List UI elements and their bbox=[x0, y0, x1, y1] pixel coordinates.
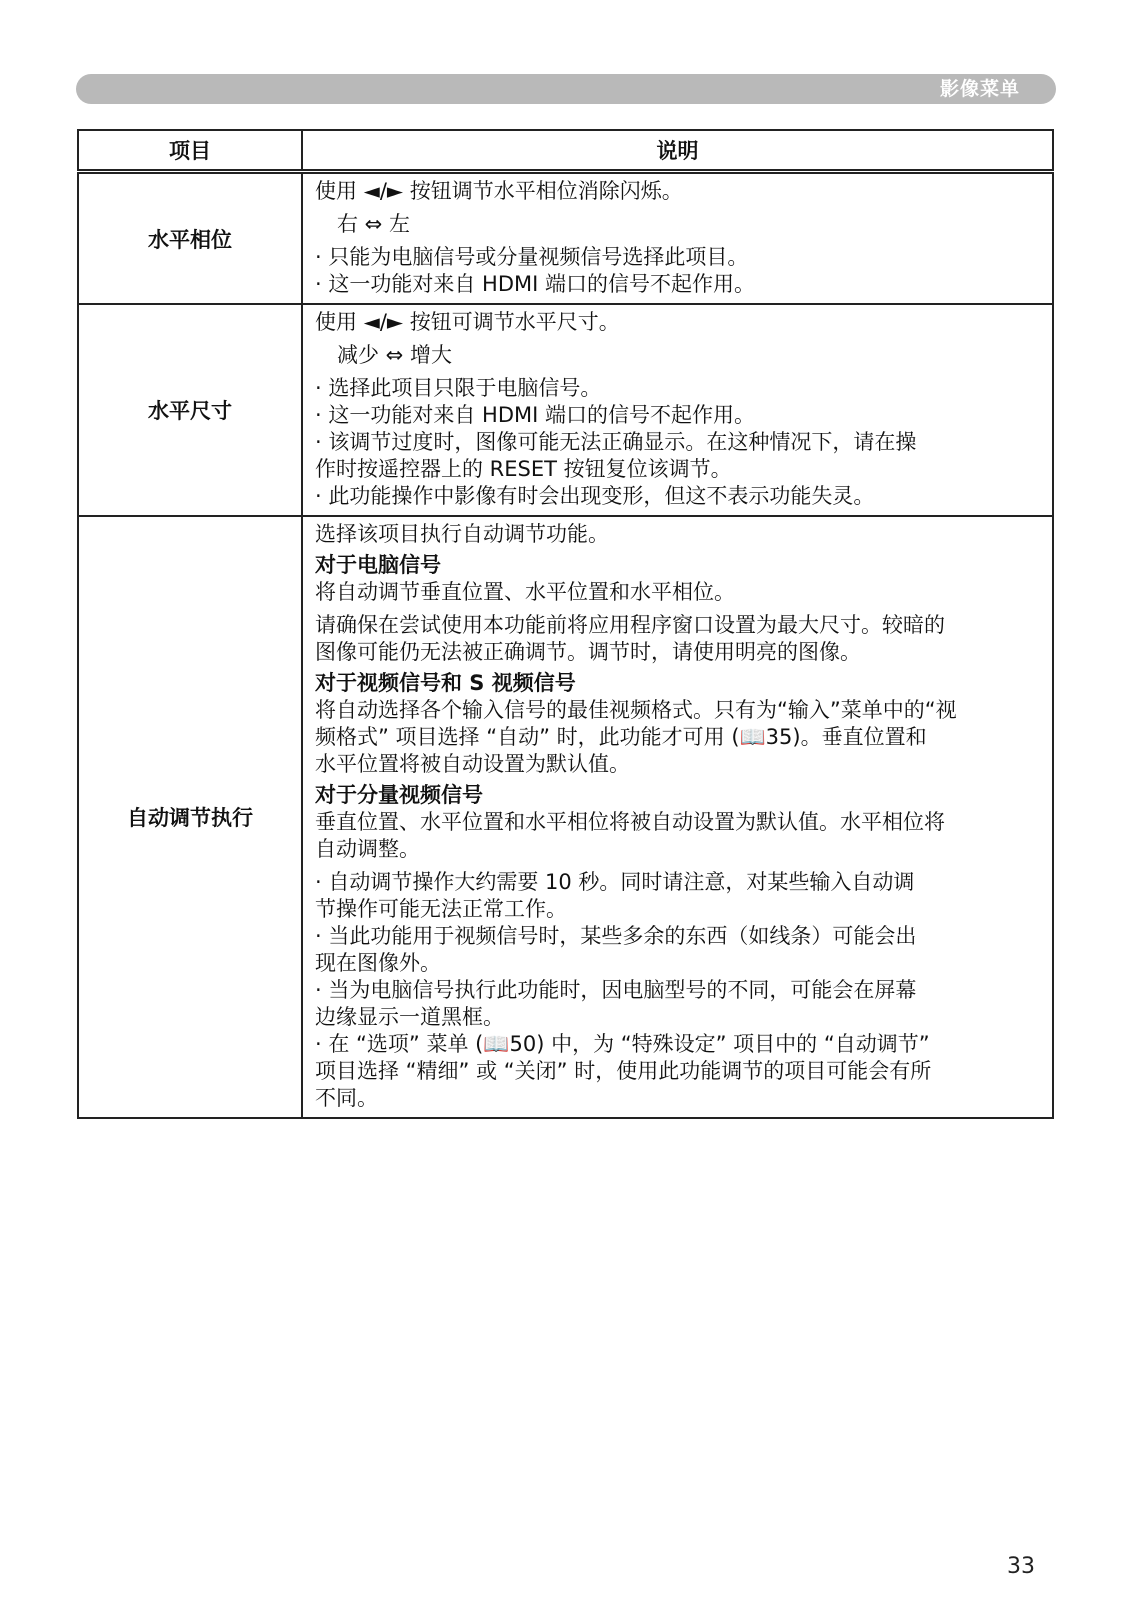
desc-line: 选择该项目执行自动调节功能。 bbox=[315, 522, 609, 546]
item-h-phase: 水平相位 bbox=[78, 172, 302, 305]
desc-line: 垂直位置、水平位置和水平相位将被自动设置为默认值。水平相位将 bbox=[315, 810, 945, 834]
note-line: · 此功能操作中影像有时会出现变形，但这不表示功能失灵。 bbox=[315, 484, 875, 508]
note-line: · 该调节过度时，图像可能无法正确显示。在这种情况下，请在操 bbox=[315, 430, 917, 454]
table-row-h-size bbox=[78, 304, 1053, 516]
desc-line: 频格式” 项目选择 “自动” 时，此功能才可用 (📖35)。垂直位置和 bbox=[315, 725, 927, 749]
desc-line: 水平位置将被自动设置为默认值。 bbox=[315, 752, 630, 776]
desc-line: 使用 ◄/► 按钮可调节水平尺寸。 bbox=[315, 310, 620, 334]
desc-line: 将自动调节垂直位置、水平位置和水平相位。 bbox=[315, 580, 735, 604]
column-header-description: 说明 bbox=[302, 130, 1053, 172]
desc-line: 使用 ◄/► 按钮调节水平相位消除闪烁。 bbox=[315, 179, 683, 203]
item-auto-adjust: 自动调节执行 bbox=[78, 516, 302, 1118]
note-line: 不同。 bbox=[315, 1086, 378, 1110]
column-header-item: 项目 bbox=[78, 130, 302, 172]
note-line: · 在 “选项” 菜单 (📖50) 中，为 “特殊设定” 项目中的 “自动调节” bbox=[315, 1032, 930, 1056]
page-number: 33 bbox=[1007, 1554, 1035, 1579]
note-line: · 当此功能用于视频信号时，某些多余的东西（如线条）可能会出 bbox=[315, 924, 917, 948]
note-line: 现在图像外。 bbox=[315, 951, 441, 975]
range-indicator: 右 ⇔ 左 bbox=[337, 212, 410, 236]
subheading-component-signal: 对于分量视频信号 bbox=[315, 783, 483, 807]
table-row-h-phase bbox=[78, 172, 1053, 305]
desc-line: 自动调整。 bbox=[315, 837, 420, 861]
desc-h-size bbox=[302, 304, 1053, 516]
desc-line: 图像可能仍无法被正确调节。调节时，请使用明亮的图像。 bbox=[315, 640, 861, 664]
desc-line: 将自动选择各个输入信号的最佳视频格式。只有为“输入”菜单中的“视 bbox=[315, 698, 957, 722]
desc-h-phase bbox=[302, 172, 1053, 305]
note-line: 边缘显示一道黑框。 bbox=[315, 1005, 504, 1029]
note-line: 项目选择 “精细” 或 “关闭” 时，使用此功能调节的项目可能会有所 bbox=[315, 1059, 932, 1083]
subheading-computer-signal: 对于电脑信号 bbox=[315, 553, 441, 577]
desc-line: 请确保在尝试使用本功能前将应用程序窗口设置为最大尺寸。较暗的 bbox=[315, 613, 945, 637]
note-line: 节操作可能无法正常工作。 bbox=[315, 897, 567, 921]
note-line: · 当为电脑信号执行此功能时，因电脑型号的不同，可能会在屏幕 bbox=[315, 978, 917, 1002]
note-line: · 选择此项目只限于电脑信号。 bbox=[315, 376, 602, 400]
subheading-video-signal: 对于视频信号和 S 视频信号 bbox=[315, 671, 576, 695]
note-line: · 只能为电脑信号或分量视频信号选择此项目。 bbox=[315, 245, 749, 269]
note-line: · 这一功能对来自 HDMI 端口的信号不起作用。 bbox=[315, 272, 755, 296]
note-line: 作时按遥控器上的 RESET 按钮复位该调节。 bbox=[315, 457, 732, 481]
desc-auto-adjust bbox=[302, 516, 1053, 1118]
note-line: · 这一功能对来自 HDMI 端口的信号不起作用。 bbox=[315, 403, 755, 427]
section-header-bar bbox=[76, 74, 1056, 104]
section-title: 影像菜单 bbox=[939, 78, 1020, 100]
range-indicator: 减少 ⇔ 增大 bbox=[337, 343, 452, 367]
note-line: · 自动调节操作大约需要 10 秒。同时请注意，对某些输入自动调 bbox=[315, 870, 915, 894]
settings-table bbox=[77, 129, 1054, 1119]
table-row-auto-adjust bbox=[78, 516, 1053, 1118]
item-h-size: 水平尺寸 bbox=[78, 304, 302, 516]
table-header-row bbox=[78, 130, 1053, 172]
